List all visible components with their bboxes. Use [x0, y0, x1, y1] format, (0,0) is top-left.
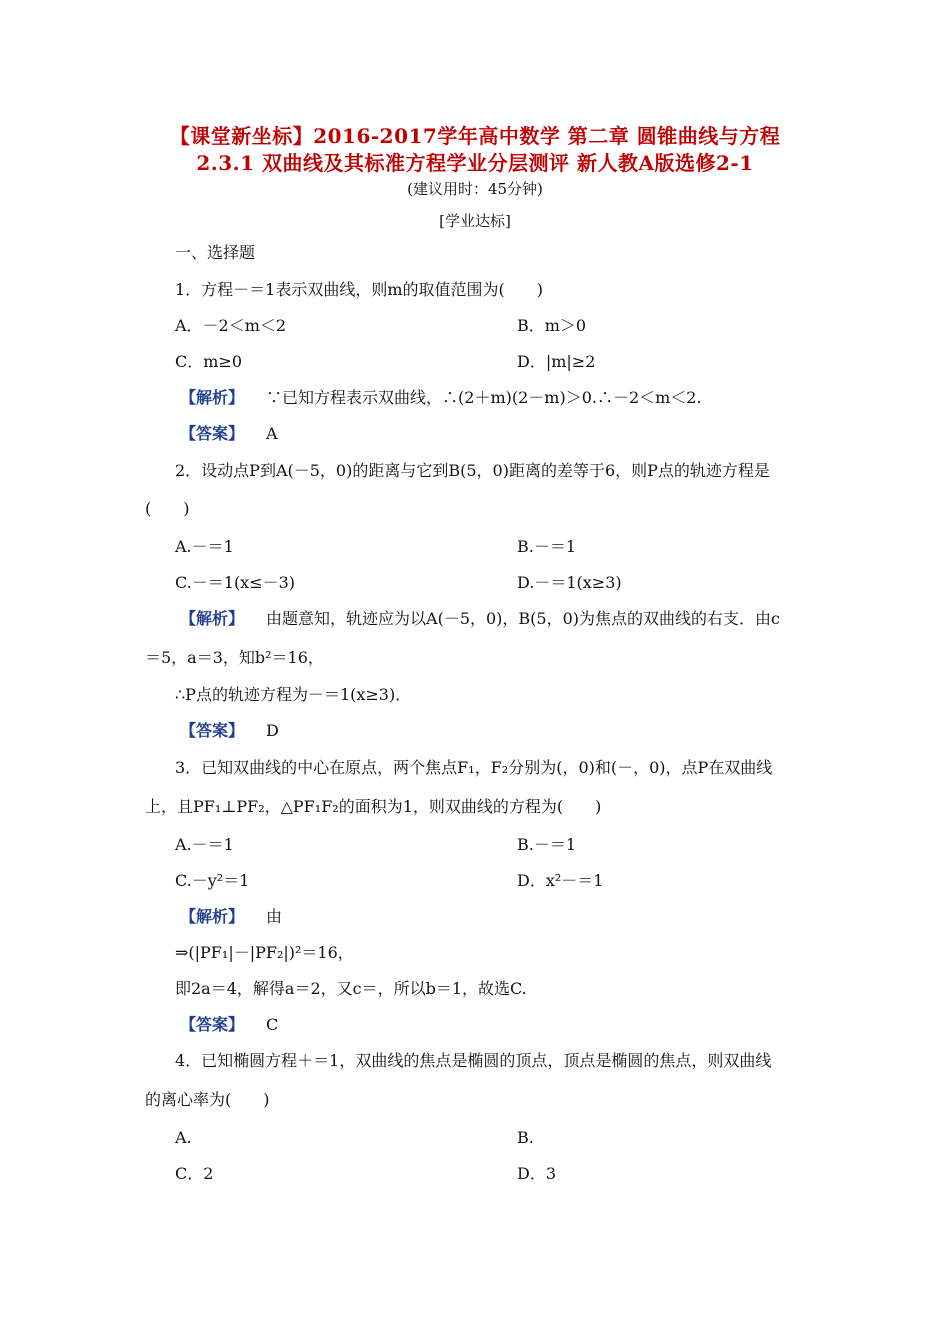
q1-answer-text: A — [266, 424, 278, 443]
section-label: [学业达标] — [439, 212, 511, 230]
analysis-tag: 【解析】 — [180, 609, 245, 628]
q1-option-c: C．m≥0 — [175, 352, 243, 371]
analysis-tag: 【解析】 — [180, 388, 245, 407]
analysis-tag: 【解析】 — [180, 907, 245, 926]
q1-option-a: A．－2＜m＜2 — [175, 316, 287, 335]
q1-analysis — [180, 387, 702, 409]
q3-answer-text: C — [266, 1015, 279, 1034]
q1-option-d: D．|m|≥2 — [517, 352, 596, 371]
q4-option-c: C．2 — [175, 1164, 214, 1183]
document-title-line-2: 2.3.1 双曲线及其标准方程学业分层测评 新人教A版选修2-1 — [196, 151, 754, 175]
q4-stem-line-1: 4．已知椭圆方程＋＝1，双曲线的焦点是椭圆的顶点，顶点是椭圆的焦点，则双曲线 — [175, 1051, 772, 1070]
q3-analysis — [180, 906, 282, 928]
q3-option-c: C.－y²＝1 — [175, 871, 250, 890]
q1-analysis-text: ∵已知方程表示双曲线，∴(2＋m)(2－m)＞0.∴－2＜m＜2. — [266, 388, 702, 407]
q3-answer — [180, 1014, 278, 1036]
q3-stem-line-1: 3．已知双曲线的中心在原点，两个焦点F₁，F₂分别为(，0)和(－，0)，点P在双曲线 — [175, 758, 773, 777]
q2-option-b: B.－＝1 — [517, 537, 577, 556]
q2-analysis — [180, 608, 780, 630]
q1-stem: 1．方程－＝1表示双曲线，则m的取值范围为( ) — [175, 280, 544, 299]
q3-analysis-text-3: 即2a＝4，解得a＝2，又c＝，所以b＝1，故选C. — [175, 979, 527, 998]
q3-analysis-text-2: ⇒(|PF₁|－|PF₂|)²＝16， — [175, 943, 354, 962]
answer-tag: 【答案】 — [180, 424, 245, 443]
q2-analysis-text-3: ∴P点的轨迹方程为－＝1(x≥3)． — [175, 685, 412, 704]
suggested-time: (建议用时：45分钟) — [407, 180, 543, 198]
q4-option-b: B. — [517, 1128, 534, 1147]
q2-answer — [180, 720, 279, 742]
q2-answer-text: D — [266, 721, 279, 740]
part-label: 一、选择题 — [175, 243, 256, 262]
q4-option-a: A. — [175, 1128, 192, 1147]
q2-option-c: C.－＝1(x≤－3) — [175, 573, 296, 592]
q2-analysis-text-2: ＝5，a＝3，知b²＝16， — [145, 648, 324, 667]
q1-answer — [180, 423, 278, 445]
q3-stem-line-2: 上，且PF₁⊥PF₂，△PF₁F₂的面积为1，则双曲线的方程为( ) — [145, 797, 602, 816]
answer-tag: 【答案】 — [180, 721, 245, 740]
q3-option-a: A.－＝1 — [175, 835, 234, 854]
q2-stem-line-2: ( ) — [145, 499, 190, 518]
q4-stem-line-2: 的离心率为( ) — [145, 1090, 270, 1109]
q1-option-b: B．m＞0 — [517, 316, 587, 335]
q2-option-d: D.－＝1(x≥3) — [517, 573, 622, 592]
q4-option-d: D．3 — [517, 1164, 557, 1183]
q2-analysis-text-1: 由题意知，轨迹应为以A(－5，0)，B(5，0)为焦点的双曲线的右支．由c — [266, 609, 780, 628]
answer-tag: 【答案】 — [180, 1015, 245, 1034]
q2-option-a: A.－＝1 — [175, 537, 234, 556]
q3-option-d: D．x²－＝1 — [517, 871, 604, 890]
q3-analysis-text-1: 由 — [266, 907, 283, 926]
document-title-line-1: 【课堂新坐标】2016-2017学年高中数学 第二章 圆锥曲线与方程 — [169, 124, 781, 148]
q2-stem-line-1: 2．设动点P到A(－5，0)的距离与它到B(5，0)距离的差等于6，则P点的轨迹方程是 — [175, 461, 770, 480]
q3-option-b: B.－＝1 — [517, 835, 577, 854]
